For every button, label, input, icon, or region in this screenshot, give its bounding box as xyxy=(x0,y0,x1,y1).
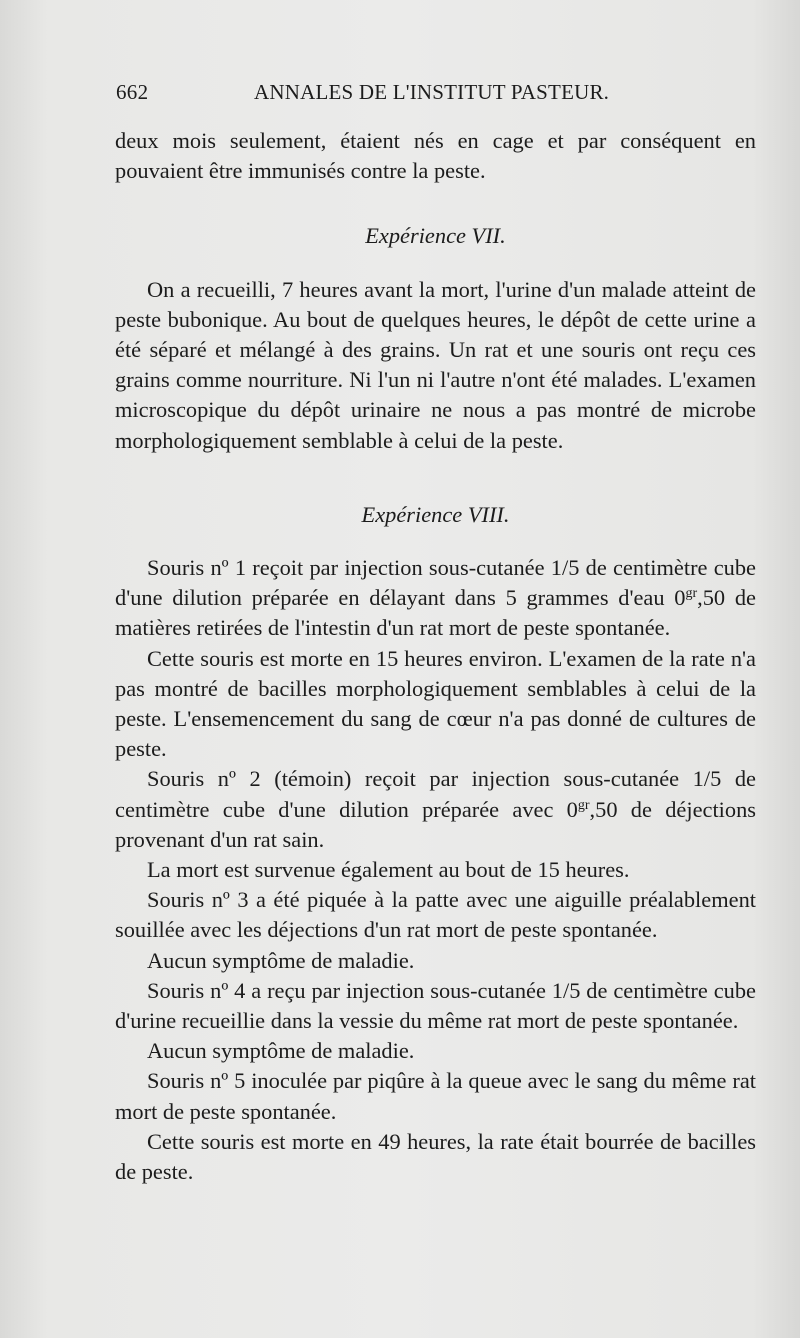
experience-viii-paragraph-6: Aucun symptôme de maladie. xyxy=(147,947,415,973)
gram-abbreviation: gr xyxy=(685,586,698,602)
gram-abbreviation: gr xyxy=(577,797,590,813)
experience-viii-paragraph-7: Souris nº 4 a reçu par injection sous-cutanée 1/5 de centimètre cube d'urine recueillie dans la vessie du même rat mort de peste spontanée. xyxy=(115,977,756,1034)
experience-viii-paragraph-9: Souris nº 5 inoculée par piqûre à la queue avec le sang du même rat mort de peste spontanée. xyxy=(115,1068,756,1124)
experience-viii-paragraph-10: Cette souris est morte en 49 heures, la rate était bourrée de bacilles de peste. xyxy=(115,1128,756,1185)
running-title: ANNALES DE L'INSTITUT PASTEUR. xyxy=(254,80,610,104)
experience-viii-paragraph-1 xyxy=(115,553,756,644)
body-text xyxy=(115,126,756,1187)
paragraph-text: ,50 de déjections provenant d'un rat sain. xyxy=(115,796,756,852)
experience-vii-paragraph: On a recueilli, 7 heures avant la mort, l'urine d'un malade atteint de peste bubonique. Au bout de quelques heures, le dépôt de cette urine a été séparé et mélangé à des grains. Un rat et une souris ont reçu ces grains comme nourriture. Ni l'un ni l'autre n'ont été malades. L'examen microscopique du dépôt urinaire ne nous a pas montré de microbe morphologiquement semblable à celui de la peste. xyxy=(115,276,756,453)
paragraph-text: ,50 de matières retirées de l'intestin d'un rat mort de peste spontanée. xyxy=(115,585,756,641)
experience-viii-paragraph-2: Cette souris est morte en 15 heures environ. L'examen de la rate n'a pas montré de bacilles morphologiquement semblables à celui de la peste. L'ensemencement du sang de cœur n'a pas donné de cultures de peste. xyxy=(115,645,756,762)
intro-paragraph: deux mois seulement, étaient nés en cage et par conséquent en pouvaient être immunisés contre la peste. xyxy=(115,128,756,184)
page-number: 662 xyxy=(116,80,149,104)
paragraph-text: Souris nº 1 reçoit par injection sous-cutanée 1/5 de centimètre cube d'une dilution préparée en délayant dans 5 grammes d'eau 0 xyxy=(115,555,756,611)
page-header xyxy=(116,80,756,110)
experience-viii-paragraph-4: La mort est survenue également au bout de 15 heures. xyxy=(147,857,630,883)
experience-viii-paragraph-8: Aucun symptôme de maladie. xyxy=(147,1038,415,1064)
experience-viii-paragraph-5: Souris nº 3 a été piquée à la patte avec une aiguille préalablement souillée avec les déjections d'un rat mort de peste spontanée. xyxy=(115,887,756,943)
experience-vii-heading: Expérience VII. xyxy=(365,223,506,249)
paragraph-text: Souris nº 2 (témoin) reçoit par injection sous-cutanée 1/5 de centimètre cube d'une dilution préparée avec 0 xyxy=(115,766,756,822)
experience-viii-heading: Expérience VIII. xyxy=(361,501,510,527)
experience-viii-paragraph-3 xyxy=(115,764,756,855)
